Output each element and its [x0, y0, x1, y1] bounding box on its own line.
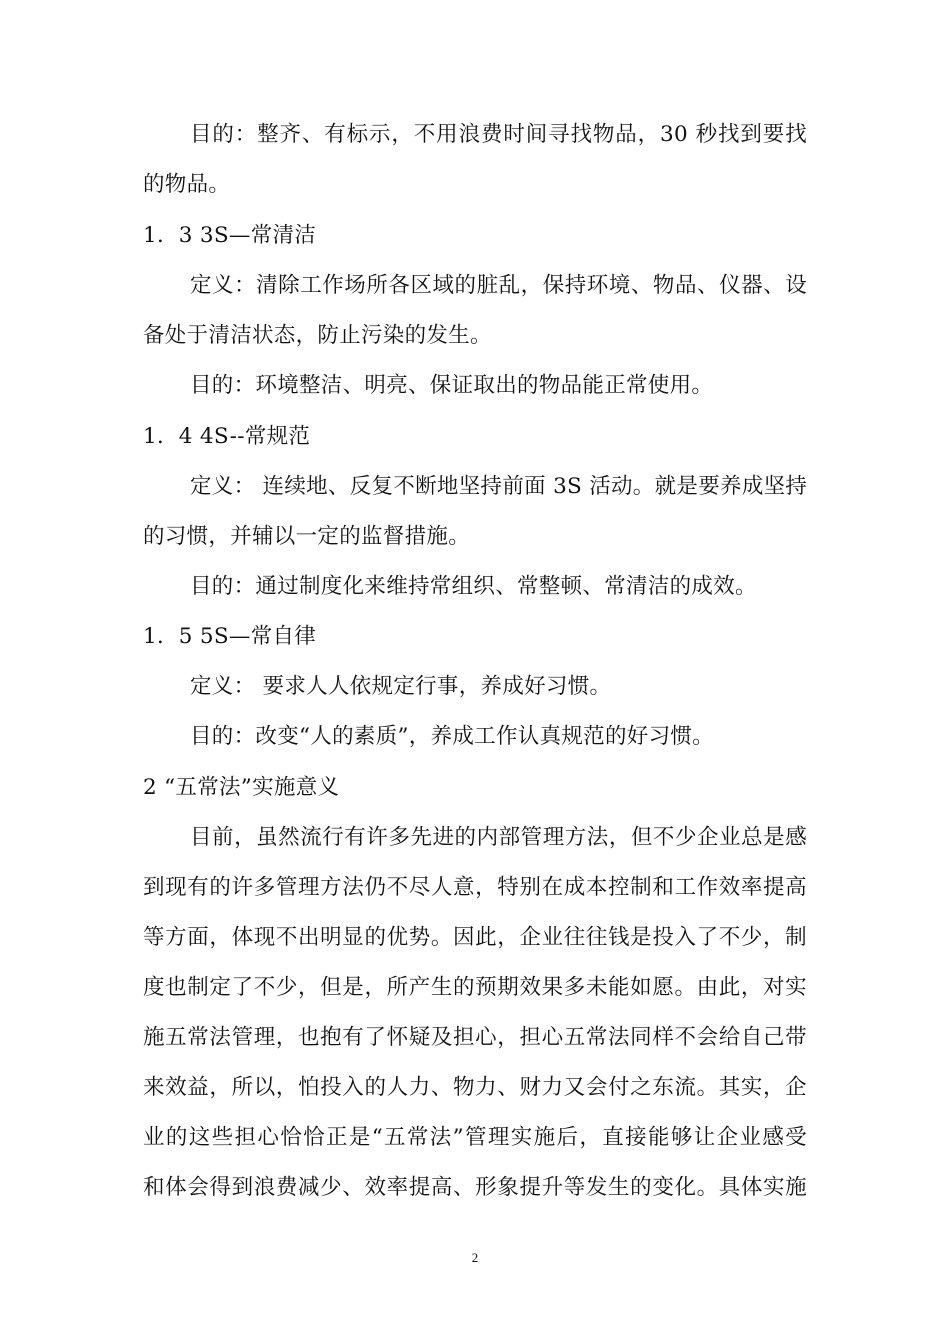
paragraph-line: 等方面，体现不出明显的优势。因此，企业往往钱是投入了不少，制	[143, 925, 807, 950]
section-heading: 1．3 3S—常清洁	[143, 223, 317, 248]
paragraph-line: 定义： 连续地、反复不断地坚持前面 3S 活动。就是要养成坚持	[190, 474, 808, 499]
paragraph-line: 来效益，所以，怕投入的人力、物力、财力又会付之东流。其实，企	[143, 1075, 807, 1100]
paragraph-line: 备处于清洁状态，防止污染的发生。	[143, 323, 492, 348]
paragraph-line: 业的这些担心恰恰正是“五常法”管理实施后，直接能够让企业感受	[143, 1125, 807, 1150]
paragraph-line: 目的：改变“人的素质”，养成工作认真规范的好习惯。	[190, 724, 714, 749]
paragraph-line: 的物品。	[143, 172, 231, 197]
paragraph-line: 定义：清除工作场所各区域的脏乱，保持环境、物品、仪器、设	[190, 273, 807, 298]
paragraph-line: 定义： 要求人人依规定行事，养成好习惯。	[190, 674, 612, 699]
paragraph-line: 和体会得到浪费减少、效率提高、形象提升等发生的变化。具体实施	[143, 1175, 807, 1200]
paragraph-line: 目前，虽然流行有许多先进的内部管理方法，但不少企业总是感	[190, 825, 807, 850]
paragraph-line: 目的：整齐、有标示，不用浪费时间寻找物品，30 秒找到要找	[190, 122, 807, 147]
section-heading: 1．5 5S—常自律	[143, 624, 317, 649]
page-number: 2	[471, 1250, 479, 1265]
paragraph-line: 施五常法管理，也抱有了怀疑及担心，担心五常法同样不会给自己带	[143, 1025, 807, 1050]
paragraph-line: 到现有的许多管理方法仍不尽人意，特别在成本控制和工作效率提高	[143, 875, 807, 900]
section-heading: 2 “五常法”实施意义	[143, 775, 340, 800]
section-heading: 1．4 4S--常规范	[143, 424, 311, 449]
paragraph-line: 的习惯，并辅以一定的监督措施。	[143, 524, 471, 549]
paragraph-line: 度也制定了不少，但是，所产生的预期效果多未能如愿。由此，对实	[143, 975, 807, 1000]
paragraph-line: 目的：环境整洁、明亮、保证取出的物品能正常使用。	[190, 373, 714, 398]
paragraph-line: 目的：通过制度化来维持常组织、常整顿、常清洁的成效。	[190, 574, 757, 599]
